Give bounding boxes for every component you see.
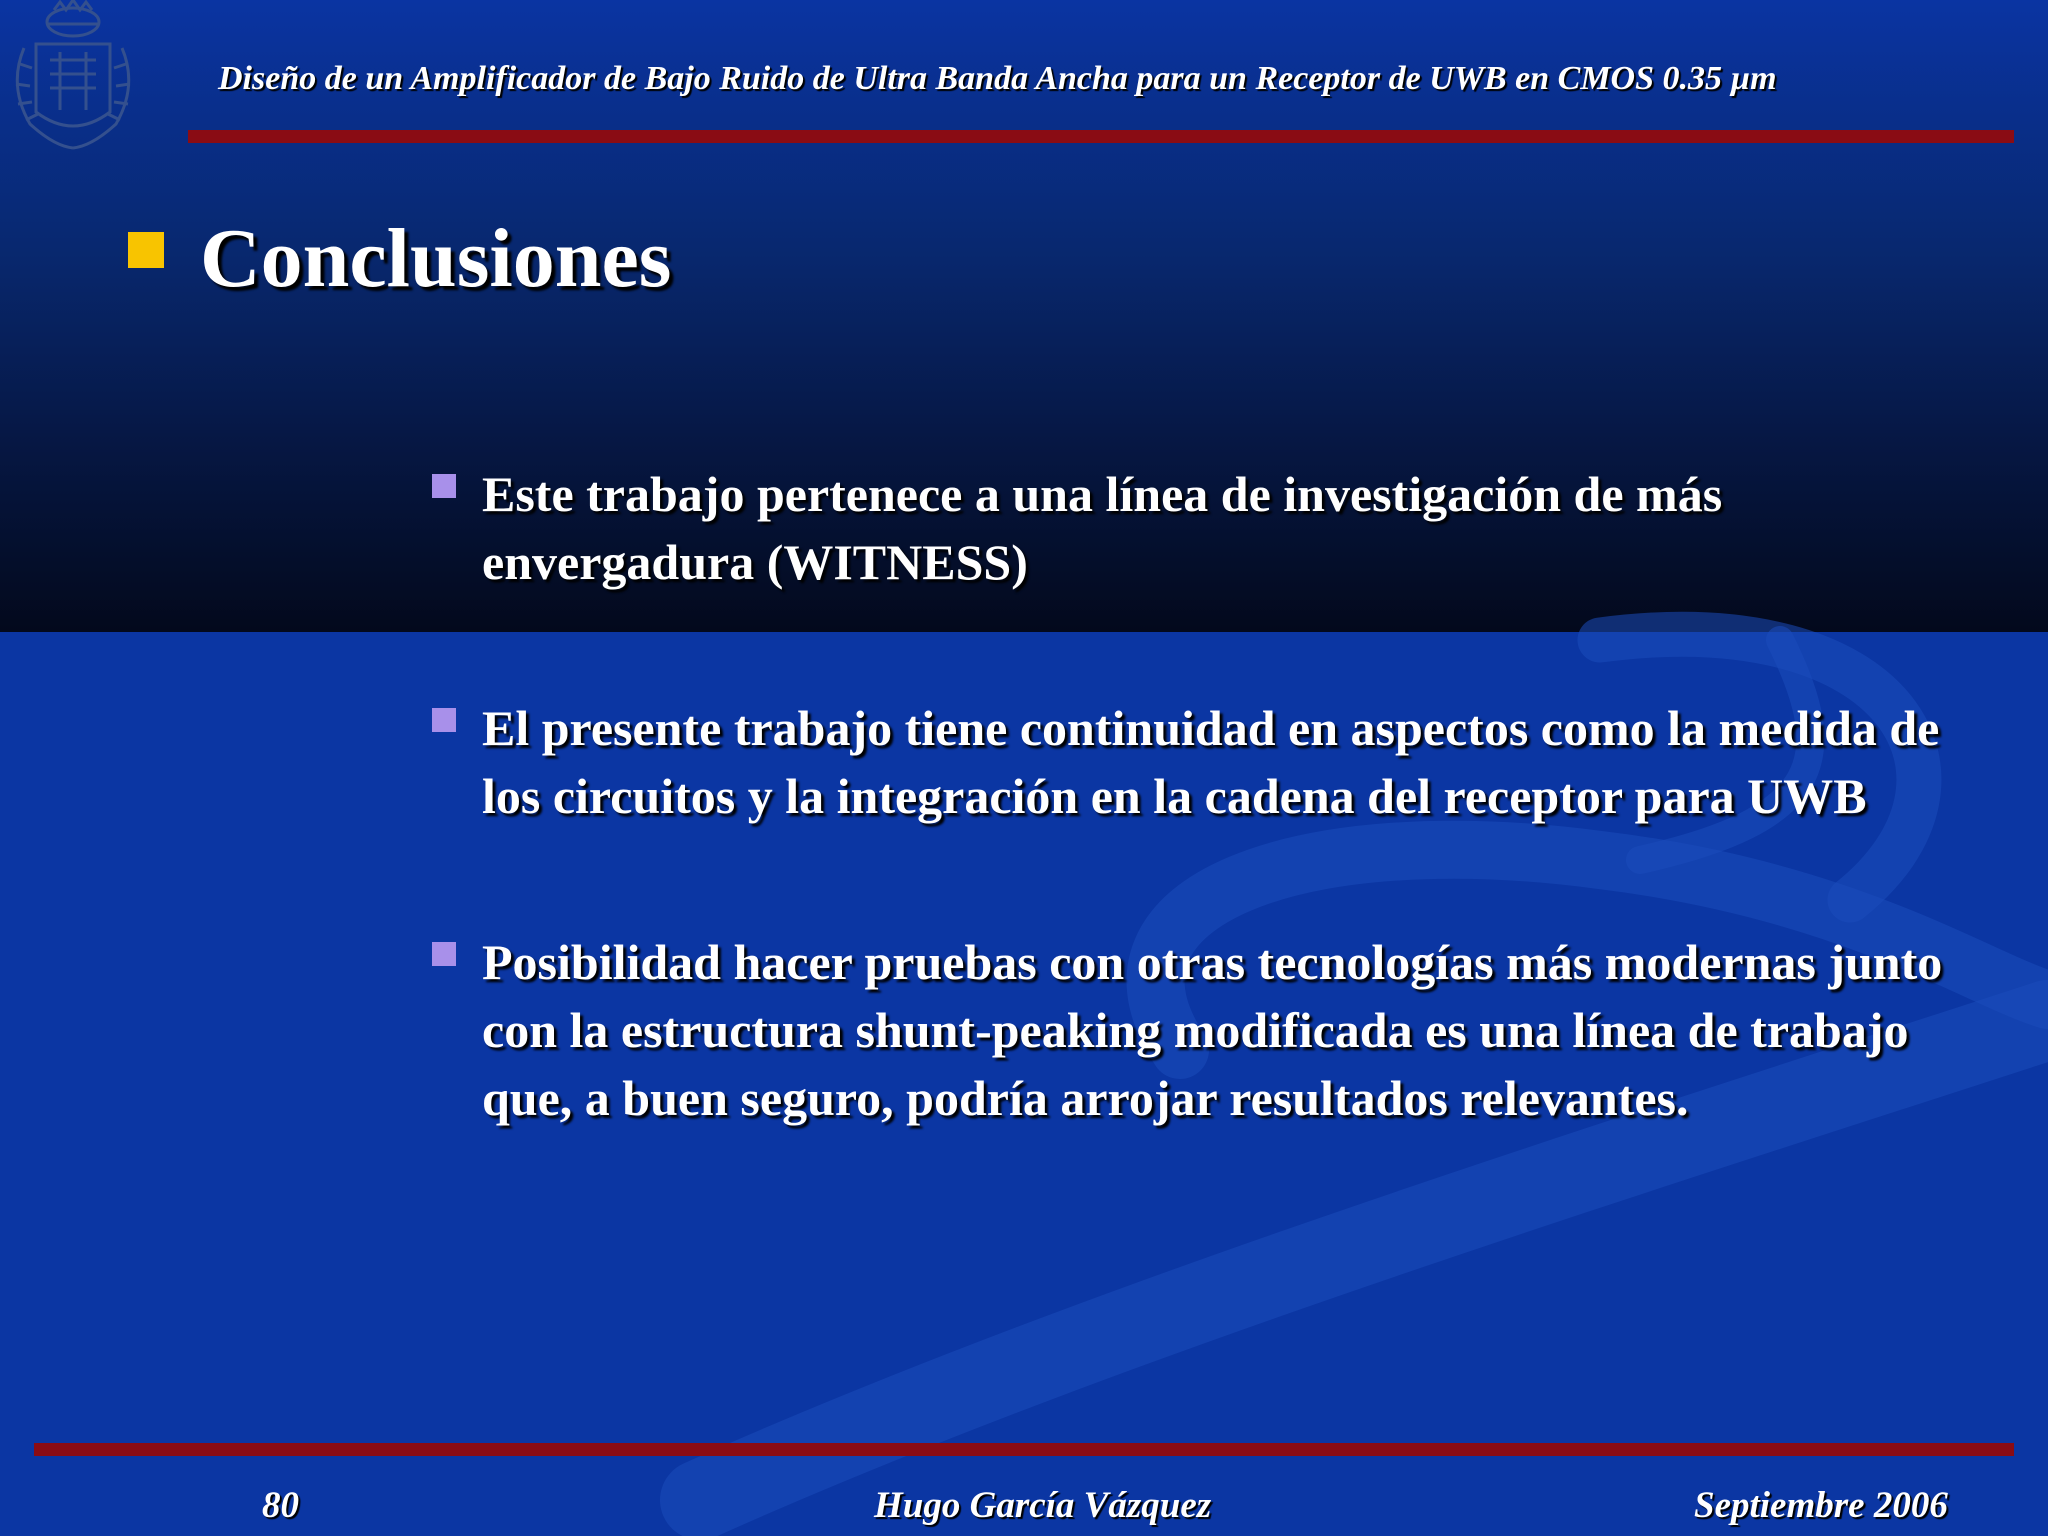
footer-date: Septiembre 2006 [1694,1485,1948,1526]
bullet-list [432,460,1992,1132]
square-bullet-icon [432,708,456,732]
bullet-text: El presente trabajo tiene continuidad en aspectos como la medida de los circuitos y la integración en la cadena del receptor para UWB [482,700,1940,824]
bullet-item [432,460,1992,596]
bullet-text: Posibilidad hacer pruebas con otras tecnologías más modernas junto con la estructura shunt-peaking modificada es una línea de trabajo que, a buen seguro, podría arrojar resultados relevantes. [482,934,1943,1126]
square-bullet-icon [432,942,456,966]
bullet-item [432,928,1992,1132]
header-title: Diseño de un Amplificador de Bajo Ruido de Ultra Banda Ancha para un Receptor de UWB en CMOS 0.35 µm [218,60,1777,97]
page-number: 80 [262,1485,299,1526]
square-bullet-icon [128,232,164,268]
bullet-item [432,694,1992,830]
slide-title: Conclusiones [200,212,672,305]
footer-author: Hugo García Vázquez [874,1485,1212,1526]
square-bullet-icon [432,474,456,498]
footer-rule [34,1443,2014,1456]
university-crest-icon [2,0,144,152]
header-rule [188,130,2014,143]
bullet-text: Este trabajo pertenece a una línea de investigación de más envergadura (WITNESS) [482,466,1723,590]
